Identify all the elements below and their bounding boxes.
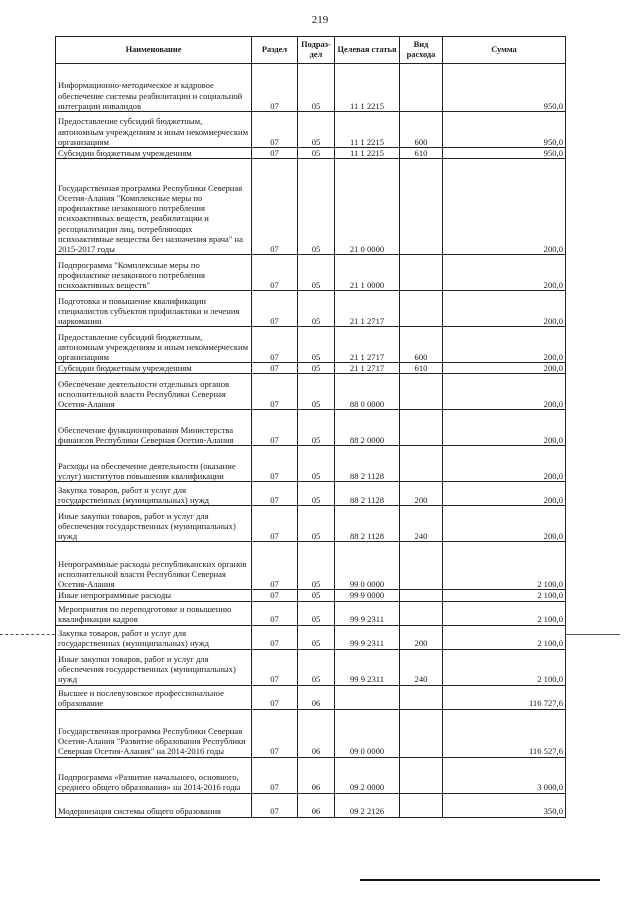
row-subsection: 05 — [298, 542, 335, 590]
row-name: Иные закупки товаров, работ и услуг для обеспечения государственных (муниципальных) нужд — [56, 649, 252, 685]
row-subsection: 05 — [298, 148, 335, 159]
table-row — [56, 542, 566, 590]
row-expense: 600 — [400, 112, 443, 148]
row-expense: 610 — [400, 148, 443, 159]
row-expense — [400, 446, 443, 482]
row-subsection: 06 — [298, 793, 335, 817]
row-subsection: 05 — [298, 112, 335, 148]
row-target: 99 9 0000 — [335, 590, 400, 601]
row-amount: 200,0 — [443, 482, 566, 506]
row-expense — [400, 64, 443, 112]
row-expense — [400, 291, 443, 327]
row-target: 21 0 0000 — [335, 159, 400, 255]
table-row — [56, 148, 566, 159]
row-amount: 200,0 — [443, 255, 566, 291]
row-subsection: 05 — [298, 374, 335, 410]
row-section: 07 — [252, 159, 298, 255]
row-name: Государственная программа Республики Северная Осетия-Алания "Развитие образования Республики Северная Осетия-Алания" на 2014-2016 годы — [56, 709, 252, 757]
table-row — [56, 112, 566, 148]
row-amount: 2 100,0 — [443, 542, 566, 590]
row-expense — [400, 709, 443, 757]
row-name: Подпрограмма «Развитие начального, основного, среднего общего образования» на 2014-2016 годы — [56, 757, 252, 793]
row-target: 99 9 2311 — [335, 625, 400, 649]
row-target: 99 0 0000 — [335, 542, 400, 590]
row-section: 07 — [252, 482, 298, 506]
header-expense: Вид расхода — [400, 37, 443, 64]
footer-rule — [360, 879, 600, 881]
table-header-row — [56, 37, 566, 64]
row-section: 07 — [252, 709, 298, 757]
row-amount: 2 100,0 — [443, 601, 566, 625]
header-subsection: Подраз-дел — [298, 37, 335, 64]
row-subsection: 06 — [298, 709, 335, 757]
header-section: Раздел — [252, 37, 298, 64]
table-row — [56, 64, 566, 112]
row-target: 11 1 2215 — [335, 64, 400, 112]
row-section: 07 — [252, 363, 298, 374]
table-row — [56, 374, 566, 410]
row-subsection: 05 — [298, 255, 335, 291]
row-expense: 200 — [400, 482, 443, 506]
row-target — [335, 685, 400, 709]
table-row — [56, 255, 566, 291]
table-row — [56, 327, 566, 363]
row-name: Предоставление субсидий бюджетным, автономным учреждениям и иным некоммерческим организациям — [56, 112, 252, 148]
margin-line-right — [565, 634, 620, 635]
table-row — [56, 159, 566, 255]
row-name: Субсидии бюджетным учреждениям — [56, 363, 252, 374]
row-subsection: 05 — [298, 482, 335, 506]
row-subsection: 05 — [298, 625, 335, 649]
row-amount: 200,0 — [443, 327, 566, 363]
table-row — [56, 709, 566, 757]
row-subsection: 05 — [298, 446, 335, 482]
row-subsection: 05 — [298, 64, 335, 112]
row-section: 07 — [252, 446, 298, 482]
row-subsection: 05 — [298, 159, 335, 255]
row-section: 07 — [252, 685, 298, 709]
row-section: 07 — [252, 649, 298, 685]
row-name: Непрограммные расходы республиканских органов исполнительной власти Республики Северная Осетия-Алания — [56, 542, 252, 590]
margin-dash-left — [0, 634, 55, 635]
row-expense — [400, 159, 443, 255]
row-name: Мероприятия по переподготовке и повышению квалификации кадров — [56, 601, 252, 625]
row-amount: 3 000,0 — [443, 757, 566, 793]
row-name: Информационно-методическое и кадровое обеспечение системы реабилитации и социальной интеграции инвалидов — [56, 64, 252, 112]
row-section: 07 — [252, 625, 298, 649]
row-expense — [400, 542, 443, 590]
row-target: 88 0 0000 — [335, 374, 400, 410]
row-name: Подготовка и повышение квалификации специалистов субъектов профилактики и лечения наркомании — [56, 291, 252, 327]
header-target: Целевая статья — [335, 37, 400, 64]
row-expense: 240 — [400, 649, 443, 685]
row-subsection: 05 — [298, 363, 335, 374]
row-amount: 950,0 — [443, 64, 566, 112]
row-amount: 200,0 — [443, 506, 566, 542]
row-subsection: 05 — [298, 601, 335, 625]
row-target: 88 2 1128 — [335, 446, 400, 482]
row-expense — [400, 374, 443, 410]
row-amount: 950,0 — [443, 148, 566, 159]
row-target: 21 1 2717 — [335, 363, 400, 374]
row-target: 99 9 2311 — [335, 649, 400, 685]
table-row — [56, 757, 566, 793]
row-subsection: 05 — [298, 410, 335, 446]
row-name: Обеспечение функционирования Министерства финансов Республики Северная Осетия-Алания — [56, 410, 252, 446]
row-section: 07 — [252, 410, 298, 446]
row-expense: 200 — [400, 625, 443, 649]
row-expense — [400, 410, 443, 446]
row-amount: 2 100,0 — [443, 625, 566, 649]
row-expense — [400, 793, 443, 817]
row-expense: 600 — [400, 327, 443, 363]
row-target: 88 2 0000 — [335, 410, 400, 446]
row-target: 21 1 2717 — [335, 291, 400, 327]
row-amount: 200,0 — [443, 446, 566, 482]
row-amount: 200,0 — [443, 291, 566, 327]
row-expense — [400, 601, 443, 625]
row-section: 07 — [252, 255, 298, 291]
row-expense — [400, 255, 443, 291]
row-section: 07 — [252, 64, 298, 112]
row-section: 07 — [252, 327, 298, 363]
header-name: Наименование — [56, 37, 252, 64]
row-subsection: 06 — [298, 757, 335, 793]
row-expense — [400, 685, 443, 709]
row-target: 21 1 0000 — [335, 255, 400, 291]
row-amount: 2 100,0 — [443, 590, 566, 601]
table-row — [56, 446, 566, 482]
row-section: 07 — [252, 793, 298, 817]
row-section: 07 — [252, 506, 298, 542]
row-section: 07 — [252, 148, 298, 159]
row-subsection: 05 — [298, 649, 335, 685]
row-name: Закупка товаров, работ и услуг для государственных (муниципальных) нужд — [56, 482, 252, 506]
budget-table — [55, 36, 566, 818]
page-number: 219 — [311, 14, 329, 26]
row-subsection: 06 — [298, 685, 335, 709]
row-name: Обеспечение деятельности отдельных органов исполнительной власти Республики Северная Осетия-Алания — [56, 374, 252, 410]
row-target: 88 2 1128 — [335, 506, 400, 542]
row-target: 11 1 2215 — [335, 148, 400, 159]
row-subsection: 05 — [298, 590, 335, 601]
row-name: Иные закупки товаров, работ и услуг для обеспечения государственных (муниципальных) нужд — [56, 506, 252, 542]
row-section: 07 — [252, 542, 298, 590]
row-subsection: 05 — [298, 506, 335, 542]
table-row — [56, 685, 566, 709]
table-row — [56, 793, 566, 817]
table-row — [56, 410, 566, 446]
row-subsection: 05 — [298, 291, 335, 327]
row-amount: 950,0 — [443, 112, 566, 148]
table-row — [56, 601, 566, 625]
row-target: 88 2 1128 — [335, 482, 400, 506]
row-name: Предоставление субсидий бюджетным, автономным учреждениям и иным некоммерческим организациям — [56, 327, 252, 363]
row-name: Закупка товаров, работ и услуг для государственных (муниципальных) нужд — [56, 625, 252, 649]
row-amount: 350,0 — [443, 793, 566, 817]
row-name: Модернизация системы общего образования — [56, 793, 252, 817]
row-target: 09 2 0000 — [335, 757, 400, 793]
row-name: Подпрограмма "Комплексные меры по профилактике незаконного потребления психоактивных веществ" — [56, 255, 252, 291]
row-amount: 200,0 — [443, 159, 566, 255]
row-amount: 200,0 — [443, 410, 566, 446]
row-subsection: 05 — [298, 327, 335, 363]
row-target: 09 2 2126 — [335, 793, 400, 817]
table-row — [56, 506, 566, 542]
row-name: Расходы на обеспечение деятельности (оказание услуг) институтов повышения квалификации — [56, 446, 252, 482]
table-row — [56, 482, 566, 506]
row-section: 07 — [252, 590, 298, 601]
table-row — [56, 649, 566, 685]
table-row — [56, 590, 566, 601]
row-target: 21 1 2717 — [335, 327, 400, 363]
row-section: 07 — [252, 601, 298, 625]
row-name: Государственная программа Республики Северная Осетия-Алания "Комплексные меры по профилактике незаконного потребления психоактивных веществ, реабилитации и ресоциализации лиц, потребляющих психоактивные вещества без назначения врача" на 2015-2017 годы — [56, 159, 252, 255]
row-section: 07 — [252, 112, 298, 148]
row-section: 07 — [252, 291, 298, 327]
row-name: Иные непрограммные расходы — [56, 590, 252, 601]
row-amount: 200,0 — [443, 363, 566, 374]
row-expense — [400, 590, 443, 601]
row-amount: 116 527,6 — [443, 709, 566, 757]
header-amount: Сумма — [443, 37, 566, 64]
row-name: Субсидии бюджетным учреждениям — [56, 148, 252, 159]
table-row — [56, 625, 566, 649]
table-row — [56, 363, 566, 374]
row-target: 99 9 2311 — [335, 601, 400, 625]
row-section: 07 — [252, 757, 298, 793]
row-amount: 2 100,0 — [443, 649, 566, 685]
row-target: 11 1 2215 — [335, 112, 400, 148]
table-row — [56, 291, 566, 327]
row-amount: 200,0 — [443, 374, 566, 410]
row-name: Высшее и послевузовское профессиональное образование — [56, 685, 252, 709]
row-target: 09 0 0000 — [335, 709, 400, 757]
row-amount: 116 727,6 — [443, 685, 566, 709]
row-expense — [400, 757, 443, 793]
row-expense: 240 — [400, 506, 443, 542]
row-expense: 610 — [400, 363, 443, 374]
row-section: 07 — [252, 374, 298, 410]
